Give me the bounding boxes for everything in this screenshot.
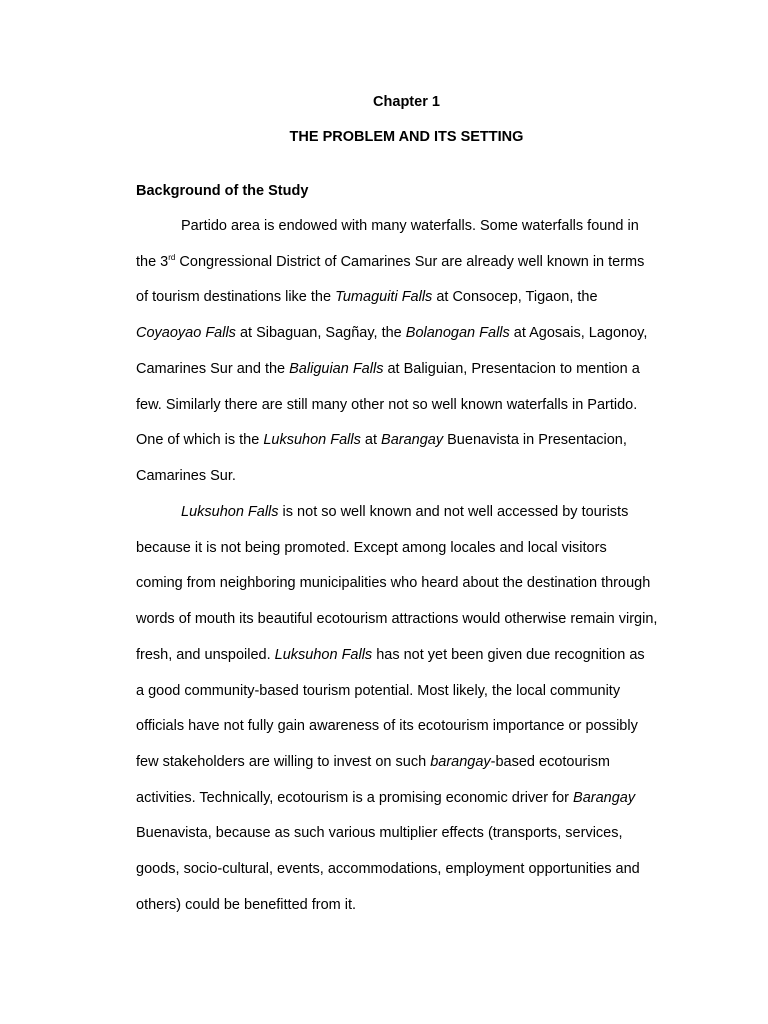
paragraph-2-line-4: words of mouth its beautiful ecotourism attractions would otherwise remain virgin, — [136, 611, 658, 627]
paragraph-2-line-5: fresh, and unspoiled. Luksuhon Falls has not yet been given due recognition as — [136, 647, 645, 663]
paragraph-2-line-10: Buenavista, because as such various multiplier effects (transports, services, — [136, 825, 623, 841]
ordinal-superscript: rd — [168, 253, 176, 262]
paragraph-2-line-2: because it is not being promoted. Except among locales and local visitors — [136, 540, 607, 556]
paragraph-1-line-3: of tourism destinations like the Tumaguiti Falls at Consocep, Tigaon, the — [136, 289, 598, 305]
chapter-label: Chapter 1 — [373, 94, 440, 110]
paragraph-2-line-12: others) could be benefitted from it. — [136, 897, 357, 913]
paragraph-2-line-8: few stakeholders are willing to invest on such barangay-based ecotourism — [136, 754, 610, 770]
paragraph-2-line-7: officials have not fully gain awareness of its ecotourism importance or possibly — [136, 718, 638, 734]
paragraph-2-line-6: a good community-based tourism potential. Most likely, the local community — [136, 683, 621, 699]
paragraph-2-line-9: activities. Technically, ecotourism is a promising economic driver for Barangay — [136, 790, 636, 806]
paragraph-1-line-6: few. Similarly there are still many other not so well known waterfalls in Partido. — [136, 397, 638, 413]
paragraph-1-line-1: Partido area is endowed with many waterfalls. Some waterfalls found in — [181, 218, 639, 234]
paragraph-2-line-1: Luksuhon Falls is not so well known and not well accessed by tourists — [181, 504, 629, 520]
paragraph-1-line-5: Camarines Sur and the Baliguian Falls at Baliguian, Presentacion to mention a — [136, 361, 640, 377]
chapter-title: THE PROBLEM AND ITS SETTING — [289, 129, 524, 145]
paragraph-1-line-8: Camarines Sur. — [136, 468, 236, 484]
paragraph-2-line-3: coming from neighboring municipalities who heard about the destination through — [136, 575, 651, 591]
paragraph-1-line-7: One of which is the Luksuhon Falls at Barangay Buenavista in Presentacion, — [136, 432, 627, 448]
paragraph-1-line-2: the 3rd Congressional District of Camarines Sur are already well known in terms — [136, 253, 645, 270]
section-heading: Background of the Study — [136, 183, 309, 199]
paragraph-2-line-11: goods, socio-cultural, events, accommodations, employment opportunities and — [136, 861, 640, 877]
paragraph-1-line-4: Coyaoyao Falls at Sibaguan, Sagñay, the Bolanogan Falls at Agosais, Lagonoy, — [136, 325, 648, 341]
